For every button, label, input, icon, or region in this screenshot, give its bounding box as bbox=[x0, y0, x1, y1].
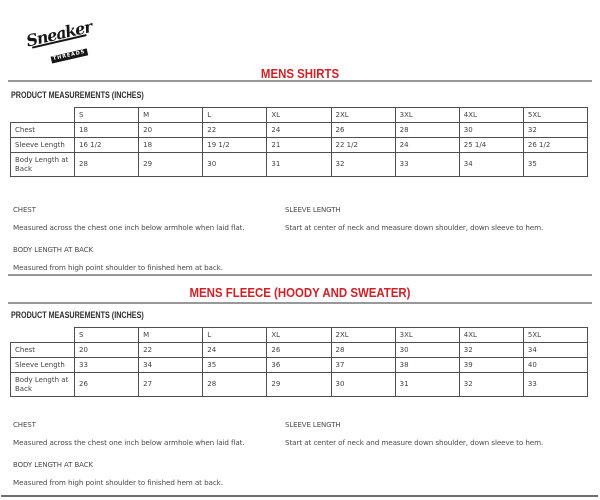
measurement-value: 16 1/2 bbox=[75, 138, 139, 153]
section-title-mens-fleece: MENS FLEECE (HOODY AND SWEATER) bbox=[189, 285, 411, 300]
size-column-header: L bbox=[203, 328, 267, 343]
size-column-header: 5XL bbox=[523, 108, 587, 123]
measurement-value: 26 bbox=[267, 343, 331, 358]
measurement-label: Chest bbox=[11, 343, 75, 358]
measurement-row bbox=[11, 358, 588, 373]
definition-description: Measured across the chest one inch below armhole when laid flat. bbox=[13, 438, 245, 447]
measurement-value: 22 1/2 bbox=[331, 138, 395, 153]
measurement-value: 30 bbox=[459, 123, 523, 138]
logo-script-text: Sneaker bbox=[24, 17, 94, 51]
definition-term: SLEEVE LENGTH bbox=[285, 421, 341, 429]
measurement-row bbox=[11, 138, 588, 153]
measurement-value: 28 bbox=[203, 373, 267, 397]
size-column-header: 2XL bbox=[331, 108, 395, 123]
measurement-value: 34 bbox=[459, 153, 523, 177]
definition-description: Measured from high point shoulder to finished hem at back. bbox=[13, 263, 223, 272]
measurement-value: 27 bbox=[139, 373, 203, 397]
definition-term: SLEEVE LENGTH bbox=[285, 206, 341, 214]
size-column-header: 3XL bbox=[395, 328, 459, 343]
measurement-value: 33 bbox=[75, 358, 139, 373]
measurement-value: 21 bbox=[267, 138, 331, 153]
size-column-header: 3XL bbox=[395, 108, 459, 123]
measurement-label: Body Length at Back bbox=[11, 373, 75, 397]
table-corner-cell bbox=[11, 328, 75, 343]
definitions-right-column bbox=[285, 416, 557, 456]
measurement-label: Sleeve Length bbox=[11, 138, 75, 153]
measurement-value: 31 bbox=[395, 373, 459, 397]
measurement-value: 32 bbox=[331, 153, 395, 177]
divider-line bbox=[8, 80, 592, 82]
definition-description: Measured from high point shoulder to finished hem at back. bbox=[13, 478, 223, 487]
measurement-value: 28 bbox=[395, 123, 459, 138]
size-column-header: 4XL bbox=[459, 328, 523, 343]
definitions-left-column bbox=[13, 416, 279, 496]
measurement-value: 32 bbox=[523, 123, 587, 138]
measurement-value: 30 bbox=[203, 153, 267, 177]
definition-term: CHEST bbox=[13, 421, 36, 429]
definition-term: CHEST bbox=[13, 206, 36, 214]
measurement-row bbox=[11, 123, 588, 138]
page-bottom-line bbox=[1, 495, 598, 497]
measurement-row bbox=[11, 373, 588, 397]
measurement-value: 18 bbox=[75, 123, 139, 138]
divider-line bbox=[8, 302, 592, 304]
measurement-value: 25 1/4 bbox=[459, 138, 523, 153]
section-title-mens-shirts: MENS SHIRTS bbox=[260, 66, 340, 81]
size-column-header: XL bbox=[267, 108, 331, 123]
measurement-value: 26 bbox=[331, 123, 395, 138]
measurements-heading: PRODUCT MEASUREMENTS (INCHES) bbox=[11, 90, 144, 100]
size-column-header: 5XL bbox=[523, 328, 587, 343]
measurement-value: 22 bbox=[203, 123, 267, 138]
measurement-value: 19 1/2 bbox=[203, 138, 267, 153]
measurement-value: 30 bbox=[395, 343, 459, 358]
mens-shirts-size-table bbox=[10, 107, 588, 177]
definition-term: BODY LENGTH AT BACK bbox=[13, 246, 93, 254]
measurement-value: 35 bbox=[523, 153, 587, 177]
measurement-value: 26 bbox=[75, 373, 139, 397]
definition-term: BODY LENGTH AT BACK bbox=[13, 461, 93, 469]
measurement-value: 40 bbox=[523, 358, 587, 373]
measurement-value: 33 bbox=[395, 153, 459, 177]
measurement-value: 34 bbox=[139, 358, 203, 373]
size-column-header: 4XL bbox=[459, 108, 523, 123]
measurement-value: 39 bbox=[459, 358, 523, 373]
measurement-value: 33 bbox=[523, 373, 587, 397]
measurement-value: 36 bbox=[267, 358, 331, 373]
measurement-value: 24 bbox=[203, 343, 267, 358]
logo-threads-text: THREADS bbox=[51, 48, 88, 63]
definitions-right-column bbox=[285, 201, 557, 241]
measurement-value: 37 bbox=[331, 358, 395, 373]
measurement-value: 32 bbox=[459, 343, 523, 358]
measurement-value: 28 bbox=[75, 153, 139, 177]
size-header-row bbox=[11, 108, 588, 123]
measurement-label: Sleeve Length bbox=[11, 358, 75, 373]
measurement-label: Body Length at Back bbox=[11, 153, 75, 177]
size-column-header: XL bbox=[267, 328, 331, 343]
measurement-value: 26 1/2 bbox=[523, 138, 587, 153]
measurement-value: 24 bbox=[395, 138, 459, 153]
definition-description: Start at center of neck and measure down shoulder, down sleeve to hem. bbox=[285, 438, 544, 447]
size-column-header: M bbox=[139, 328, 203, 343]
measurement-value: 29 bbox=[267, 373, 331, 397]
measurement-value: 20 bbox=[75, 343, 139, 358]
measurement-value: 30 bbox=[331, 373, 395, 397]
measurement-value: 20 bbox=[139, 123, 203, 138]
definition-description: Measured across the chest one inch below armhole when laid flat. bbox=[13, 223, 245, 232]
measurement-value: 34 bbox=[523, 343, 587, 358]
measurement-value: 35 bbox=[203, 358, 267, 373]
size-column-header: S bbox=[75, 328, 139, 343]
measurement-value: 24 bbox=[267, 123, 331, 138]
sneakerthreads-logo bbox=[25, 19, 98, 69]
divider-line bbox=[8, 274, 592, 276]
table-corner-cell bbox=[11, 108, 75, 123]
measurement-row bbox=[11, 343, 588, 358]
measurement-value: 22 bbox=[139, 343, 203, 358]
measurement-value: 28 bbox=[331, 343, 395, 358]
measurements-heading: PRODUCT MEASUREMENTS (INCHES) bbox=[11, 310, 144, 320]
size-column-header: 2XL bbox=[331, 328, 395, 343]
measurement-value: 18 bbox=[139, 138, 203, 153]
measurement-row bbox=[11, 153, 588, 177]
size-column-header: M bbox=[139, 108, 203, 123]
measurement-value: 32 bbox=[459, 373, 523, 397]
size-column-header: S bbox=[75, 108, 139, 123]
measurement-label: Chest bbox=[11, 123, 75, 138]
measurement-value: 31 bbox=[267, 153, 331, 177]
size-header-row bbox=[11, 328, 588, 343]
measurement-value: 38 bbox=[395, 358, 459, 373]
size-column-header: L bbox=[203, 108, 267, 123]
measurement-value: 29 bbox=[139, 153, 203, 177]
definitions-left-column bbox=[13, 201, 279, 281]
mens-fleece-size-table bbox=[10, 327, 588, 397]
definition-description: Start at center of neck and measure down shoulder, down sleeve to hem. bbox=[285, 223, 544, 232]
